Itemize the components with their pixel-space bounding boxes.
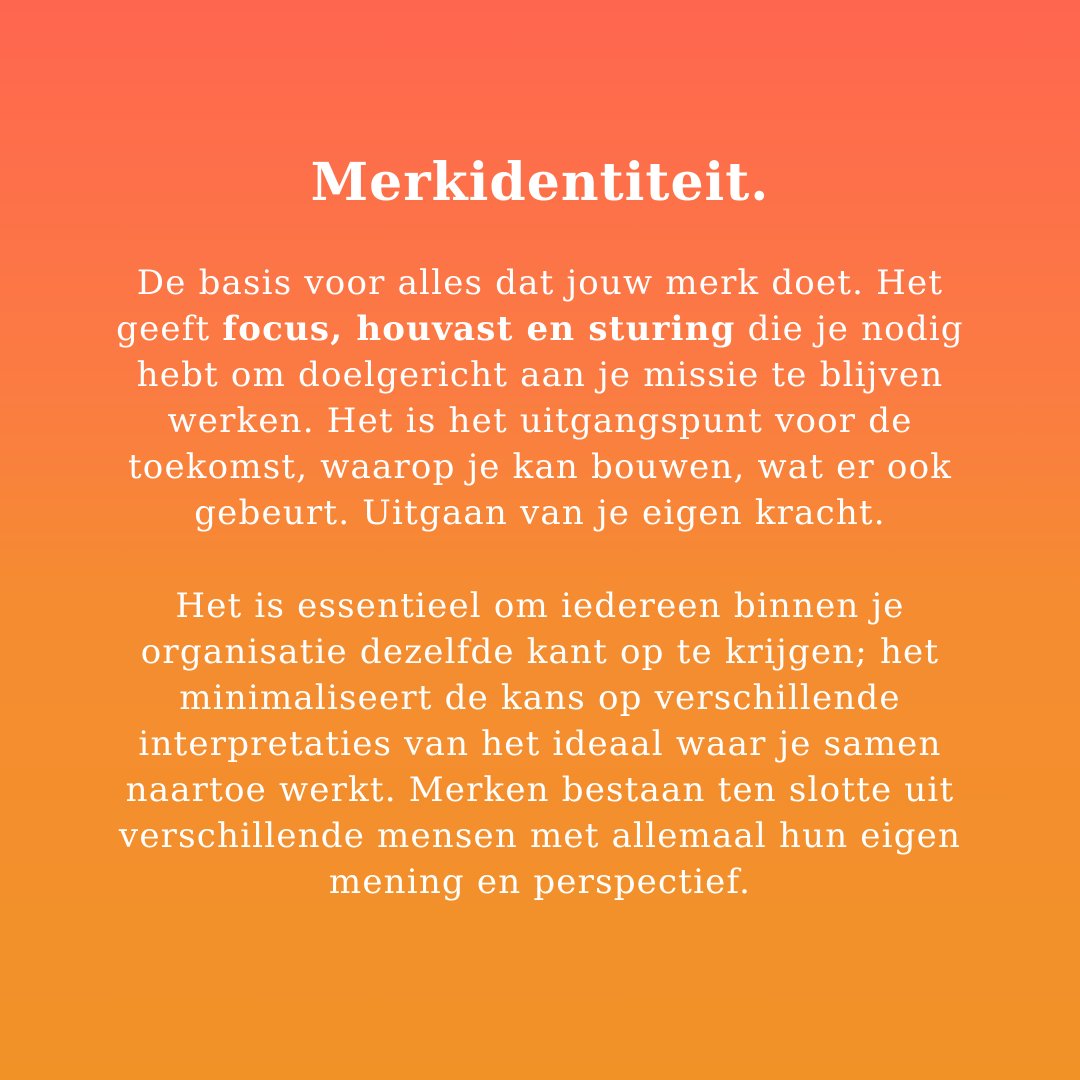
text-line: De basis voor alles dat jouw merk doet. Het [136, 263, 944, 303]
emphasis-text: focus, houvast en sturing [222, 309, 736, 349]
text-segment: die je nodig [735, 309, 964, 349]
text-line: interpretaties van het ideaal waar je samen [138, 724, 942, 764]
text-line: hebt om doelgericht aan je missie te blijven [136, 355, 944, 395]
text-line: organisatie dezelfde kant op te krijgen; het [140, 632, 940, 672]
text-line: werken. Het is het uitgangspunt voor de [167, 401, 913, 441]
text-line: toekomst, waarop je kan bouwen, wat er ook [127, 447, 953, 487]
page-title: Merkidentiteit. [310, 152, 770, 213]
text-line: naartoe werkt. Merken bestaan ten slotte uit [125, 770, 955, 810]
text-line: Het is essentieel om iedereen binnen je [175, 586, 905, 626]
second-paragraph [60, 583, 1020, 905]
text-line: verschillende mensen met allemaal hun eigen [118, 816, 962, 856]
text-line [60, 306, 1020, 352]
text-line: minimaliseert de kans op verschillende [179, 678, 901, 718]
intro-paragraph [60, 260, 1020, 536]
text-line: gebeurt. Uitgaan van je eigen kracht. [194, 493, 886, 533]
text-segment: geeft [116, 309, 223, 349]
text-line: mening en perspectief. [328, 862, 752, 902]
